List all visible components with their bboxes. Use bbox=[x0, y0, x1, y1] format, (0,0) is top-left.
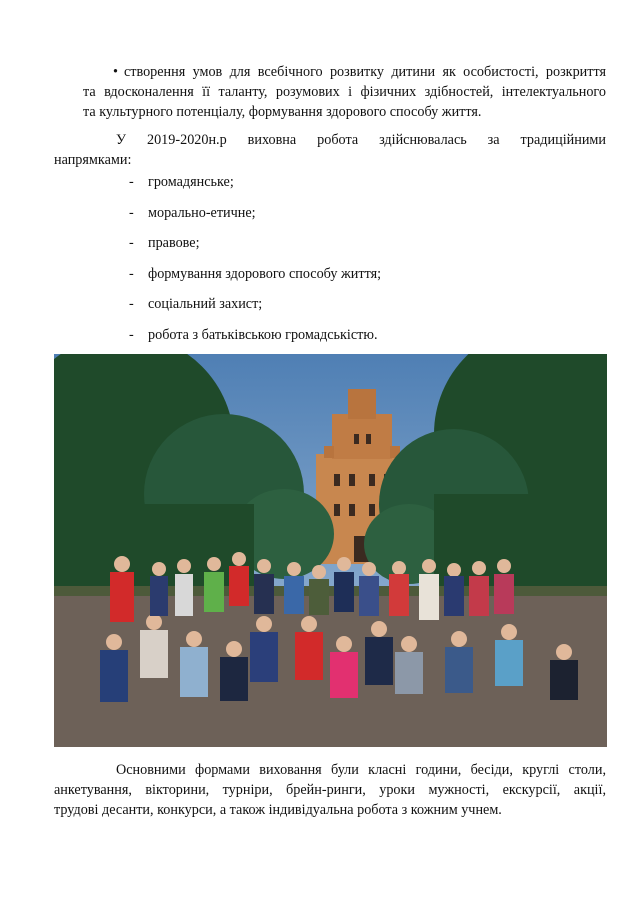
bullet-line-1: • створення умов для всебічного розвитку дитини як особистості, розкриття bbox=[113, 64, 606, 80]
bullet-marker: • bbox=[113, 64, 118, 80]
outro-line-1: Основними формами виховання були класні години, бесіди, круглі столи, bbox=[116, 762, 606, 778]
list-item: - правове; bbox=[129, 235, 200, 251]
bullet-line-3: та культурного потенціалу, формування здорового способу життя. bbox=[83, 104, 482, 120]
outro-line-3: трудові десанти, конкурси, а також індивідуальна робота з кожним учнем. bbox=[54, 802, 502, 818]
outro-paragraph bbox=[54, 760, 606, 820]
list-item: - морально-етичне; bbox=[129, 204, 256, 221]
list-item: - формування здорового способу життя; bbox=[129, 265, 382, 282]
directions-list bbox=[129, 172, 381, 355]
intro-paragraph bbox=[54, 130, 606, 170]
bullet-paragraph bbox=[83, 62, 606, 122]
outro-line-2: анкетування, вікторини, турніри, брейн-ринги, уроки мужності, екскурсії, акції, bbox=[54, 782, 606, 798]
group-photo bbox=[54, 354, 607, 747]
intro-line-1: У 2019-2020н.р виховна робота здійснювалась за традиційними bbox=[116, 132, 606, 148]
list-item: - громадянське; bbox=[129, 174, 234, 190]
list-item: - соціальний захист; bbox=[129, 296, 263, 312]
list-item: - робота з батьківською громадськістю. bbox=[129, 326, 378, 343]
group-photo-illustration bbox=[54, 354, 607, 747]
intro-line-2: напрямками: bbox=[54, 152, 132, 168]
bullet-line-2: та вдосконалення її таланту, розумових і фізичних здібностей, інтелектуального bbox=[83, 84, 606, 100]
